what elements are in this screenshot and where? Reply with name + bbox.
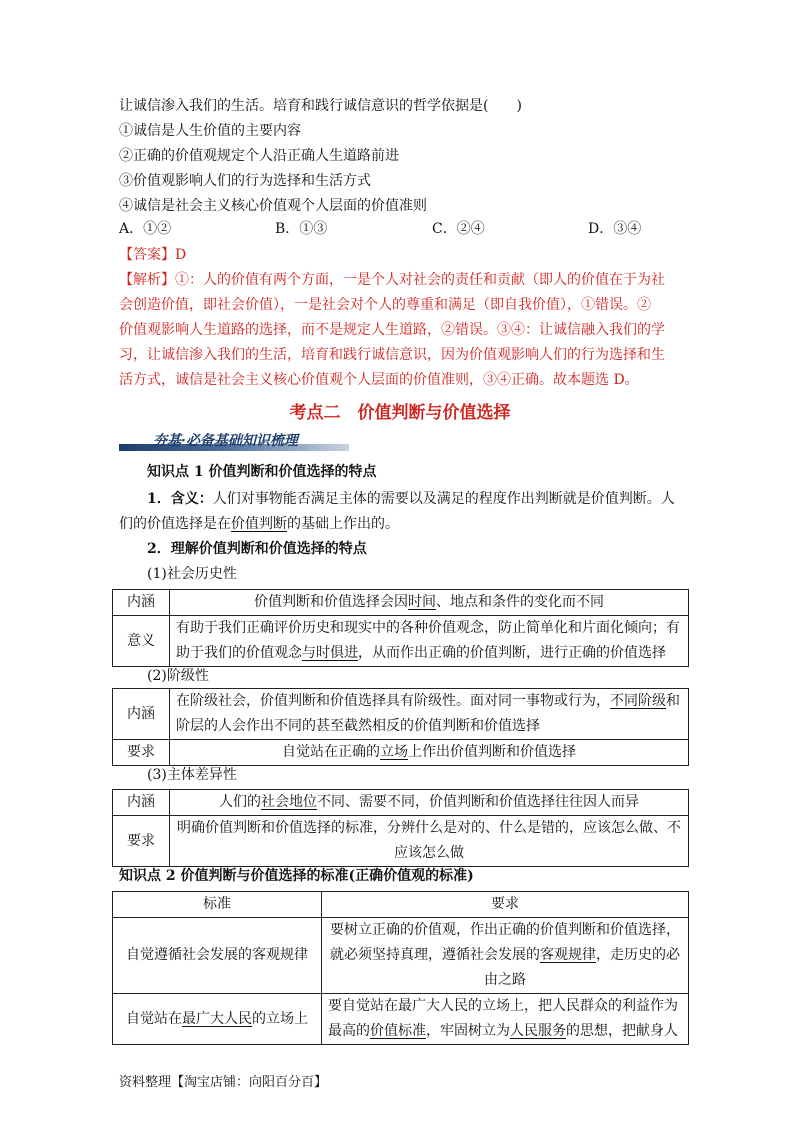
analysis-line-2: 会创造价值，即社会价值），一是社会对个人的尊重和满足（即自我价值），①错误。② [119, 297, 651, 313]
analysis-line-1: 【解析】①：人的价值有两个方面，一是个人对社会的责任和贡献（即人的价值在于为社 [119, 272, 665, 288]
question-item-4: ④诚信是社会主义核心价值观个人层面的价值准则 [119, 198, 427, 214]
definition-keyword: 价值判断 [231, 516, 287, 532]
s3-yaoqiu-label: 要求 [113, 816, 170, 867]
question-item-1: ①诚信是人生价值的主要内容 [119, 123, 301, 139]
s1-title: (1)社会历史性 [147, 566, 237, 582]
header-standard: 标准 [113, 892, 322, 918]
s1-yiyi-content: 有助于我们正确评价历史和现实中的各种价值观念，防止简单化和片面化倾向；有 助于我们的价值观念与时俱进，从而作出正确的价值判断，进行正确的价值选择 [170, 616, 689, 667]
section-title: 考点二 价值判断与价值选择 [289, 403, 511, 423]
s3-yaoqiu-content: 明确价值判断和价值选择的标准，分辨什么是对的、什么是错的，应该怎么做、不 应该怎么做 [170, 816, 689, 867]
question-stem: 让诚信渗入我们的生活。培育和践行诚信意识的哲学依据是( ) [119, 98, 522, 114]
row1-standard: 自觉遵循社会发展的客观规律 [113, 918, 322, 994]
table-standards [112, 891, 689, 1045]
table-class-nature [112, 688, 689, 766]
definition-text: 人们对事物能否满足主体的需要以及满足的程度作出判断就是价值判断。人 [212, 491, 675, 507]
s3-title: (3)主体差异性 [147, 767, 237, 783]
banner-text: 夯基·必备基础知识梳理 [153, 433, 298, 449]
s3-neihan-label: 内涵 [113, 790, 170, 816]
kp1-definition-line-2 [119, 514, 399, 534]
question-item-2: ②正确的价值观规定个人沿正确人生道路前进 [119, 148, 399, 164]
footer-text: 资料整理【淘宝店铺：向阳百分百】 [119, 1075, 328, 1090]
s2-title: (2)阶级性 [147, 668, 209, 684]
s1-neihan-content: 价值判断和价值选择会因时间、地点和条件的变化而不同 [170, 590, 689, 616]
row2-standard: 自觉站在最广大人民的立场上 [113, 994, 322, 1045]
kp1-title: 知识点 1 价值判断和价值选择的特点 [147, 464, 377, 480]
option-b: B．①③ [275, 221, 328, 237]
answer: 【答案】D [119, 247, 187, 263]
question-item-3: ③价值观影响人们的行为选择和生活方式 [119, 173, 371, 189]
analysis-line-3: 价值观影响人生道路的选择，而不是规定人生道路，②错误。③④：让诚信融入我们的学 [119, 322, 665, 338]
option-c: C．②④ [432, 221, 485, 237]
definition-text-3: 的基础上作出的。 [287, 516, 399, 532]
definition-text-2: 们的价值选择是在 [119, 516, 231, 532]
row2-requirement: 要自觉站在最广大人民的立场上，把人民群众的利益作为 最高的价值标准，牢固树立为人民服务的思想，把献身人 [322, 994, 689, 1045]
kp1-definition-line-1 [147, 489, 675, 509]
row1-requirement: 要树立正确的价值观，作出正确的价值判断和价值选择， 就必须坚持真理，遵循社会发展的客观规律，走历史的必 由之路 [322, 918, 689, 994]
analysis-line-5: 活方式，诚信是社会主义核心价值观个人层面的价值准则，③④正确。故本题选 D。 [119, 372, 639, 388]
header-requirement: 要求 [322, 892, 689, 918]
definition-label: 1．含义： [147, 491, 213, 507]
s1-yiyi-label: 意义 [113, 616, 170, 667]
s2-yaoqiu-label: 要求 [113, 740, 170, 766]
option-d: D．③④ [588, 221, 642, 237]
s2-neihan-label: 内涵 [113, 689, 170, 740]
option-a: A．①② [119, 221, 172, 237]
s1-neihan-label: 内涵 [113, 590, 170, 616]
section-banner [119, 430, 359, 452]
table-social-historical [112, 589, 689, 667]
s3-neihan-content: 人们的社会地位不同、需要不同，价值判断和价值选择往往因人而异 [170, 790, 689, 816]
kp2-title: 知识点 2 价值判断与价值选择的标准(正确价值观的标准) [119, 868, 474, 884]
s2-yaoqiu-content: 自觉站在正确的立场上作出价值判断和价值选择 [170, 740, 689, 766]
analysis-line-4: 习，让诚信渗入我们的生活，培育和践行诚信意识，因为价值观影响人们的行为选择和生 [119, 347, 665, 363]
kp1-subheading: 2．理解价值判断和价值选择的特点 [147, 541, 367, 557]
table-subject-difference [112, 789, 689, 867]
s2-neihan-content: 在阶级社会，价值判断和价值选择具有阶级性。面对同一事物或行为，不同阶级和 阶层的人会作出不同的甚至截然相反的价值判断和价值选择 [170, 689, 689, 740]
